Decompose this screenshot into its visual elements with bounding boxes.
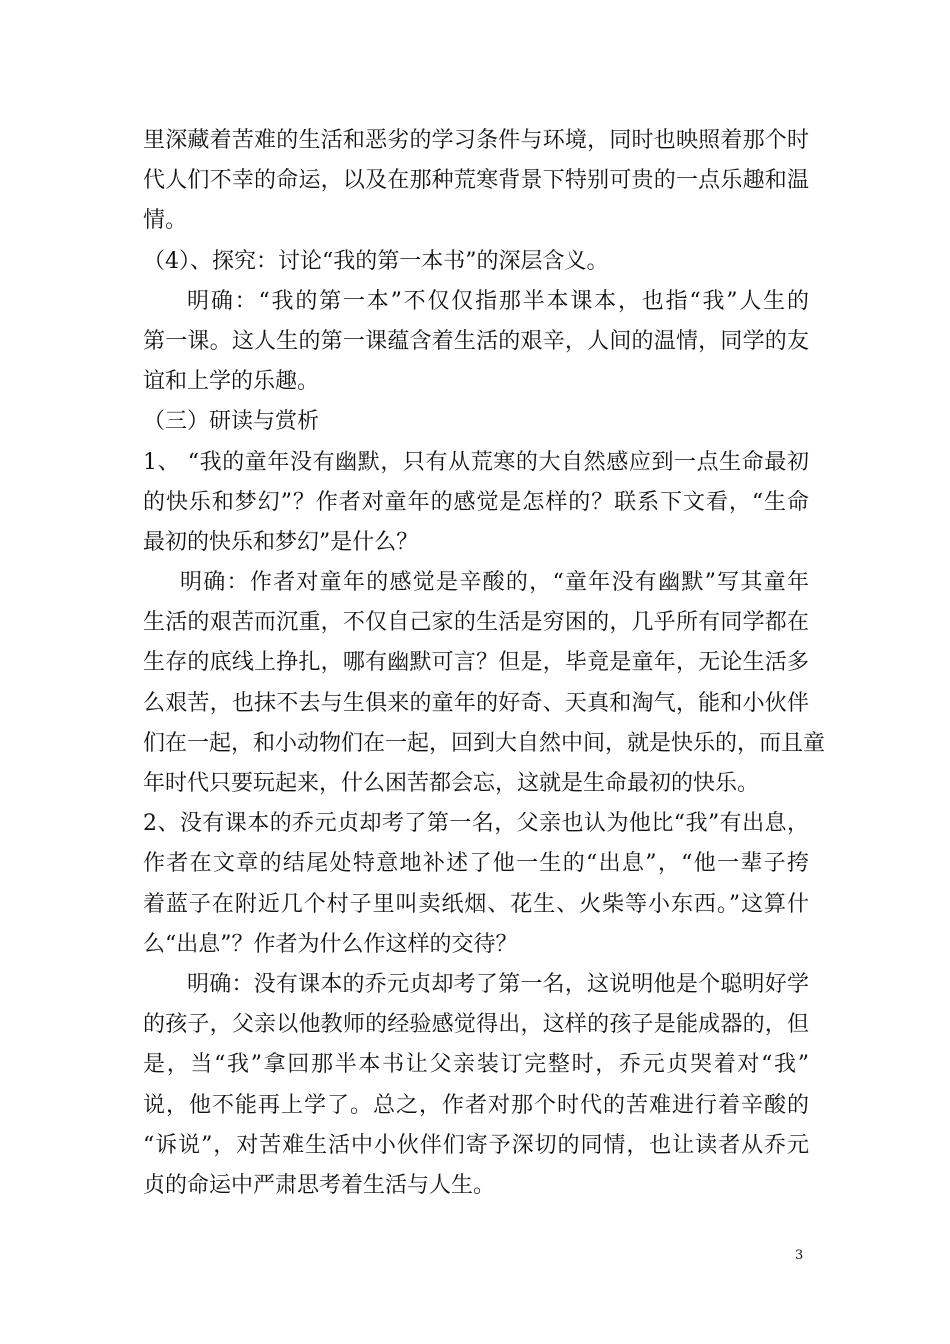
text-line: 么“出息”？作者为什么作这样的交待？	[143, 931, 518, 957]
text-line: 情。	[143, 208, 188, 234]
text-line: 第一课。这人生的第一课蕴含着生活的艰辛，人间的温情，同学的友	[143, 328, 809, 354]
text-line: 作者在文章的结尾处特意地补述了他一生的“出息”，“他一辈子挎	[143, 851, 809, 877]
answer-line: 明确：“我的第一本”不仅仅指那半本课本，也指“我”人生的	[187, 288, 809, 314]
question-4-heading: （4）、探究：讨论“我的第一本书”的深层含义。	[143, 248, 609, 274]
text-line: 生活的艰苦而沉重，不仅自己家的生活是穷困的，几乎所有同学都在	[143, 610, 809, 636]
answer-line: 明确：没有课本的乔元贞却考了第一名，这说明他是个聪明好学	[187, 971, 809, 997]
text-line: 贞的命运中严肃思考着生活与人生。	[143, 1172, 496, 1198]
section-3-heading: （三）研读与赏析	[143, 409, 320, 435]
question-2-line: 2、没有课本的乔元贞却考了第一名，父亲也认为他比“我”有出息，	[143, 811, 809, 837]
text-line: 代人们不幸的命运，以及在那种荒寒背景下特别可贵的一点乐趣和温	[143, 168, 809, 194]
text-line: 生存的底线上挣扎，哪有幽默可言？但是，毕竟是童年，无论生活多	[143, 650, 809, 676]
text-line: 年时代只要玩起来，什么困苦都会忘，这就是生命最初的快乐。	[143, 771, 760, 796]
text-line: 们在一起，和小动物们在一起，回到大自然中间，就是快乐的，而且童	[143, 730, 826, 756]
body-text	[143, 121, 826, 1206]
text-line: 谊和上学的乐趣。	[143, 369, 320, 395]
text-line: 说，他不能再上学了。总之，作者对那个时代的苦难进行着辛酸的	[143, 1092, 809, 1118]
question-1-line: 1、 “我的童年没有幽默，只有从荒寒的大自然感应到一点生命最初	[143, 449, 809, 475]
text-line: 里深藏着苦难的生活和恶劣的学习条件与环境，同时也映照着那个时	[143, 128, 809, 153]
text-line: 的孩子，父亲以他教师的经验感觉得出，这样的孩子是能成器的，但	[143, 1012, 809, 1038]
text-line: 的快乐和梦幻”？作者对童年的感觉是怎样的？联系下文看，“生命	[143, 489, 809, 515]
text-line: 着蓝子在附近几个村子里叫卖纸烟、花生、火柴等小东西。”这算什	[143, 891, 809, 917]
answer-line: 明确：作者对童年的感觉是辛酸的，“童年没有幽默”写其童年	[180, 570, 809, 596]
page-number: 3	[795, 1248, 804, 1263]
text-line: 么艰苦，也抹不去与生俱来的童年的好奇、天真和淘气，能和小伙伴	[143, 690, 809, 716]
text-line: 最初的快乐和梦幻”是什么？	[143, 529, 419, 555]
text-line: 是，当“我”拿回那半本书让父亲装订完整时，乔元贞哭着对“我”	[143, 1052, 809, 1078]
text-line: “诉说”，对苦难生活中小伙伴们寄予深切的同情，也让读者从乔元	[143, 1132, 809, 1158]
